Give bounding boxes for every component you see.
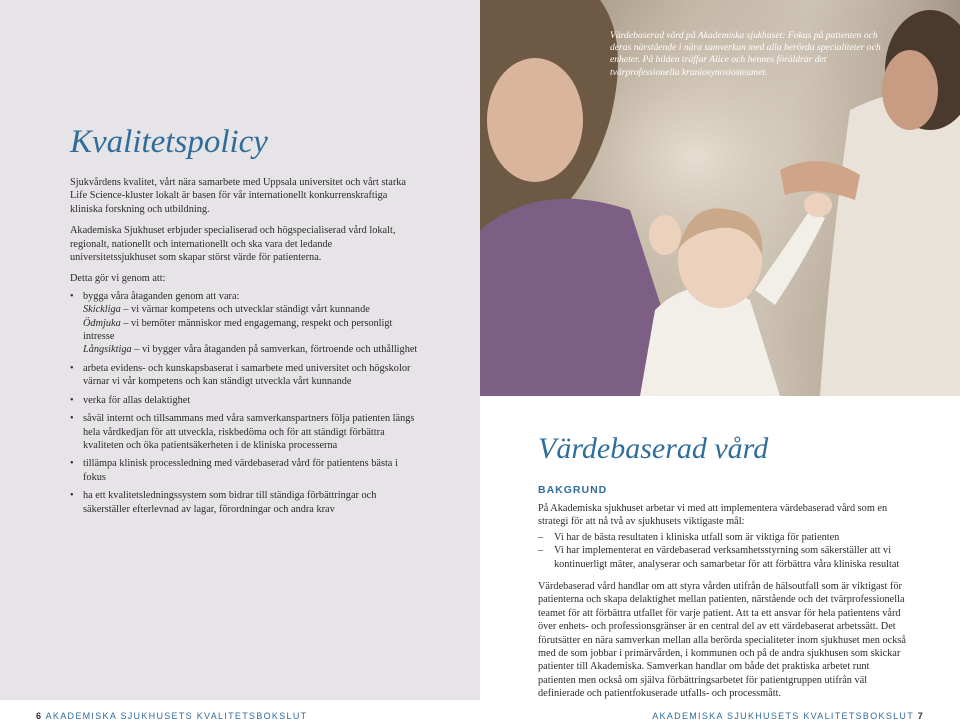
footer-label: AKADEMISKA SJUKHUSETS KVALITETSBOKSLUT: [652, 711, 914, 721]
paragraph: Detta gör vi genom att:: [70, 273, 166, 285]
bullet-list: [70, 290, 418, 516]
bullet-icon: •: [70, 290, 74, 302]
list-item: • arbeta evidens- och kunskapsbaserat i samarbete med universitet och högskolor värnar vi vår kompetens och kan ständigt utveckla vårt kunnande: [70, 362, 411, 388]
dash-item: – Vi har de bästa resultaten i kliniska utfall som är viktiga för patienten: [538, 531, 840, 543]
list-item: • tillämpa klinisk processledning med värdebaserad vård för patientens bästa i fokus: [70, 458, 398, 483]
list-subitem: Skickliga – vi värnar kompetens och utvecklar ständigt vårt kunnande: [83, 304, 370, 316]
list-item: • bygga våra åtaganden genom att vara: Skickliga – vi värnar kompetens och utvecklar ständigt vårt kunnande Ödmjuka – vi bemöter människor med engagemang, respekt och personligt intresse Långsiktiga – vi bygger våra åtaganden på samverkan, förtroende och uthållighet: [70, 290, 418, 356]
bullet-icon: •: [70, 362, 74, 374]
dash-item: – Vi har implementerat en värdebaserad verksamhetsstyrning som säkerställer att vi kontinuerligt mäter, analyserar och samarbetar för att förbättra våra kliniska resultat: [538, 545, 900, 570]
paragraph: Akademiska Sjukhuset erbjuder specialiserad och högspecialiserad vård lokalt, regionalt, nationellt och internationellt och ska vara det ledande universitetssjukhuset som skapar störst värde för patienterna.: [70, 225, 396, 264]
page-number: 7: [917, 711, 924, 721]
list-item: • verka för allas delaktighet: [70, 394, 191, 406]
photo-caption: Värdebaserad vård på Akademiska sjukhuset: Fokus på patienten och deras närstående i nära samverkan med alla berörda specialiteter och enheter. På bilden träffar Alice och hennes föräldrar det tvärprofessionella kraniosynostosteamet.: [610, 30, 881, 78]
left-page: [0, 0, 480, 700]
paragraph: Värdebaserad vård handlar om att styra vården utifrån de hälsoutfall som är viktigast för patienterna och skapa delaktighet mellan patienten, närstående och det tvärprofessionella teamet för att förbättra utfallet för varje patient. Att ta ett ansvar för hela patientens vård över enhets- och professionsgränser är en central del av ett värdebaserat arbetssätt. Det förutsätter en nära samverkan mellan alla berörda specialiteter inom sjukhuset men också med de som jobbar i primärvården, i kommunen och på de andra sjukhusen som skickar patienter till Akademiska. Samverkan handlar om både det praktiska arbetet runt patienten men också om själva förbättringsarbetet för patientgruppen utifrån väl definierade och patientfokuserade utfalls- och processmått.: [538, 581, 906, 700]
paragraph: På Akademiska sjukhuset arbetar vi med att implementera värdebaserad vård som en strategi för att nå två av sjukhusets viktigaste mål:: [538, 503, 888, 528]
bullet-icon: •: [70, 394, 74, 406]
left-body: [70, 176, 418, 521]
bullet-icon: •: [70, 490, 74, 502]
dash-icon: –: [538, 545, 544, 557]
section-title: Värdebaserad vård: [538, 432, 769, 465]
footer-right: [652, 711, 924, 721]
list-item: • såväl internt och tillsammans med våra samverkanspartners följa patienten längs hela vårdkedjan för att utveckla, riskbedöma och för att ständigt förbättra kvaliteten och öka patientsäkerheten i de kliniska processerna: [70, 413, 415, 451]
bullet-icon: •: [70, 413, 74, 425]
dash-icon: –: [538, 531, 544, 543]
page-number: 6: [36, 711, 43, 721]
footer-left: [36, 711, 307, 721]
right-body: [538, 502, 908, 710]
paragraph: Sjukvårdens kvalitet, vårt nära samarbete med Uppsala universitet och vårt starka Life Science-kluster lokalt är basen för vår internationellt konkurrenskraftiga kliniska forskning och utbildning.: [70, 177, 406, 215]
list-subitem: Ödmjuka – vi bemöter människor med engagemang, respekt och personligt intresse: [83, 317, 393, 343]
page-title: Kvalitetspolicy: [70, 124, 268, 160]
list-subitem: Långsiktiga – vi bygger våra åtaganden på samverkan, förtroende och uthållighet: [83, 344, 418, 356]
footer-label: AKADEMISKA SJUKHUSETS KVALITETSBOKSLUT: [45, 711, 308, 721]
bullet-icon: •: [70, 458, 74, 470]
section-heading: BAKGRUND: [538, 484, 608, 496]
list-item: • ha ett kvalitetsledningssystem som bidrar till ständiga förbättringar och säkerställer efterlevnad av lagar, förordningar och andra krav: [70, 490, 377, 515]
